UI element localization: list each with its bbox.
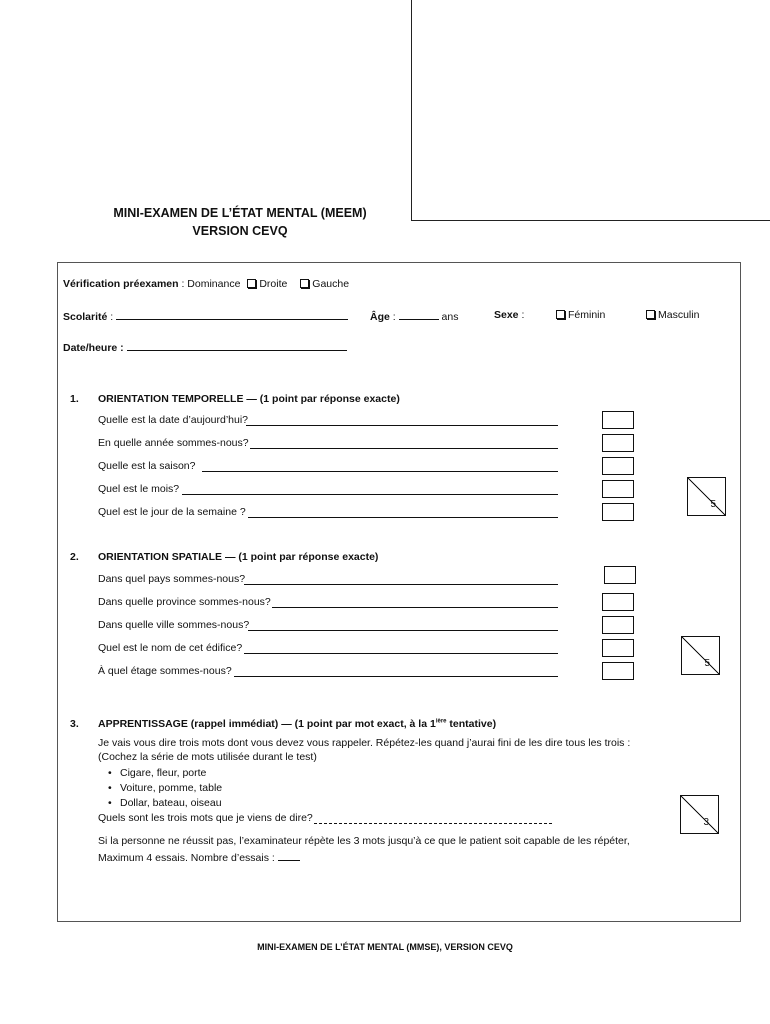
score-box[interactable]	[602, 616, 634, 634]
question-text: En quelle année sommes-nous?	[98, 437, 249, 449]
dominance-label: : Dominance	[181, 278, 241, 290]
page-subtitle: VERSION CEVQ	[192, 224, 288, 238]
patient-label-box	[411, 0, 770, 221]
scolarite-field[interactable]	[116, 309, 348, 320]
retry-count-label: Maximum 4 essais. Nombre d’essais :	[98, 852, 275, 864]
age-label: Âge	[370, 311, 390, 323]
question-text: Quelle est la saison?	[98, 460, 196, 472]
masculin-checkbox[interactable]	[646, 310, 655, 319]
date-label: Date/heure :	[63, 342, 124, 354]
recall-question: Quels sont les trois mots que je viens de dire?	[98, 812, 313, 824]
section-3-number: 3.	[70, 718, 79, 730]
answer-line[interactable]	[272, 597, 558, 608]
verification-label: Vérification préexamen	[63, 278, 179, 290]
droite-checkbox[interactable]	[247, 279, 256, 288]
question-row	[98, 573, 245, 585]
scolarite-label: Scolarité	[63, 311, 108, 323]
section-1-number: 1.	[70, 393, 79, 405]
scolarite-row: Scolarité :	[63, 309, 348, 323]
score-box[interactable]	[604, 566, 636, 584]
score-box[interactable]	[602, 662, 634, 680]
answer-line[interactable]	[202, 461, 558, 472]
masculin-label: Masculin	[658, 309, 700, 321]
score-box[interactable]	[602, 503, 634, 521]
gauche-label: Gauche	[312, 278, 350, 290]
question-row	[98, 596, 271, 608]
verification-row	[63, 278, 349, 290]
retry-count-field[interactable]	[278, 850, 300, 861]
retry-instruction: Si la personne ne réussit pas, l’examinateur répète les 3 mots jusqu’à ce que le patient soit capable de les répéter,	[98, 835, 630, 847]
masculin-option	[642, 309, 699, 321]
question-row	[98, 642, 242, 654]
answer-line[interactable]	[234, 666, 558, 677]
score-box[interactable]	[602, 457, 634, 475]
question-row	[98, 506, 246, 518]
feminin-option	[552, 309, 605, 321]
feminin-checkbox[interactable]	[556, 310, 565, 319]
sexe-row: Sexe :	[494, 309, 525, 321]
answer-line[interactable]	[248, 507, 558, 518]
question-row	[98, 619, 249, 631]
recall-answer-line[interactable]	[314, 813, 552, 824]
section-3-title-end: tentative)	[446, 718, 497, 730]
section-3-max-score: 3	[703, 817, 709, 828]
age-field[interactable]	[399, 309, 439, 320]
word-set-item[interactable]: • Dollar, bateau, oiseau	[108, 797, 222, 809]
section-1-total-box[interactable]	[687, 477, 726, 516]
question-text: Quel est le mois?	[98, 483, 180, 495]
date-row	[63, 340, 347, 354]
section-3-title	[98, 718, 496, 730]
section-2-max-score: 5	[704, 658, 710, 669]
answer-line[interactable]	[182, 484, 558, 495]
section-2-total-box[interactable]	[681, 636, 720, 675]
droite-label: Droite	[259, 278, 288, 290]
question-row	[98, 460, 195, 472]
score-box[interactable]	[602, 639, 634, 657]
question-text: À quel étage sommes-nous?	[98, 665, 232, 677]
question-text: Dans quel pays sommes-nous?	[98, 573, 246, 585]
score-box[interactable]	[602, 480, 634, 498]
answer-line[interactable]	[244, 574, 558, 585]
answer-line[interactable]	[244, 643, 558, 654]
age-unit: ans	[441, 311, 459, 323]
score-box[interactable]	[602, 593, 634, 611]
section-1-title: ORIENTATION TEMPORELLE — (1 point par réponse exacte)	[98, 393, 400, 405]
section-3-title-sup: ière	[435, 718, 447, 725]
section-2-number: 2.	[70, 551, 79, 563]
section-3-total-box[interactable]	[680, 795, 719, 834]
section-3-title-main: APPRENTISSAGE (rappel immédiat) — (1 point par mot exact, à la 1	[98, 718, 436, 730]
date-field[interactable]	[127, 340, 347, 351]
question-row	[98, 665, 232, 677]
instruction-note: (Cochez la série de mots utilisée durant le test)	[98, 751, 317, 763]
score-box[interactable]	[602, 434, 634, 452]
question-row	[98, 414, 248, 426]
answer-line[interactable]	[246, 415, 558, 426]
question-text: Quel est le nom de cet édifice?	[98, 642, 243, 654]
word-set-item[interactable]: • Cigare, fleur, porte	[108, 767, 206, 779]
answer-line[interactable]	[248, 620, 558, 631]
question-text: Quelle est la date d’aujourd’hui?	[98, 414, 249, 426]
page-footer: MINI-EXAMEN DE L’ÉTAT MENTAL (MMSE), VERSION CEVQ	[257, 942, 513, 952]
question-text: Dans quelle province sommes-nous?	[98, 596, 271, 608]
instruction-text: Je vais vous dire trois mots dont vous devez vous rappeler. Répétez-les quand j’aurai fini de les dire tous les trois :	[98, 737, 631, 749]
sexe-label: Sexe	[494, 309, 519, 321]
score-box[interactable]	[602, 411, 634, 429]
feminin-label: Féminin	[568, 309, 606, 321]
question-row	[98, 437, 249, 449]
word-set-item[interactable]: • Voiture, pomme, table	[108, 782, 222, 794]
age-row: Âge : ans	[370, 311, 459, 323]
gauche-checkbox[interactable]	[300, 279, 309, 288]
question-text: Quel est le jour de la semaine ?	[98, 506, 246, 518]
section-2-title: ORIENTATION SPATIALE — (1 point par réponse exacte)	[98, 551, 379, 563]
retry-count-row	[98, 850, 300, 864]
recall-question-row	[98, 812, 313, 824]
answer-line[interactable]	[250, 438, 558, 449]
page-title: MINI-EXAMEN DE L’ÉTAT MENTAL (MEEM)	[113, 206, 367, 220]
question-row	[98, 483, 179, 495]
question-text: Dans quelle ville sommes-nous?	[98, 619, 250, 631]
section-1-max-score: 5	[710, 499, 716, 510]
